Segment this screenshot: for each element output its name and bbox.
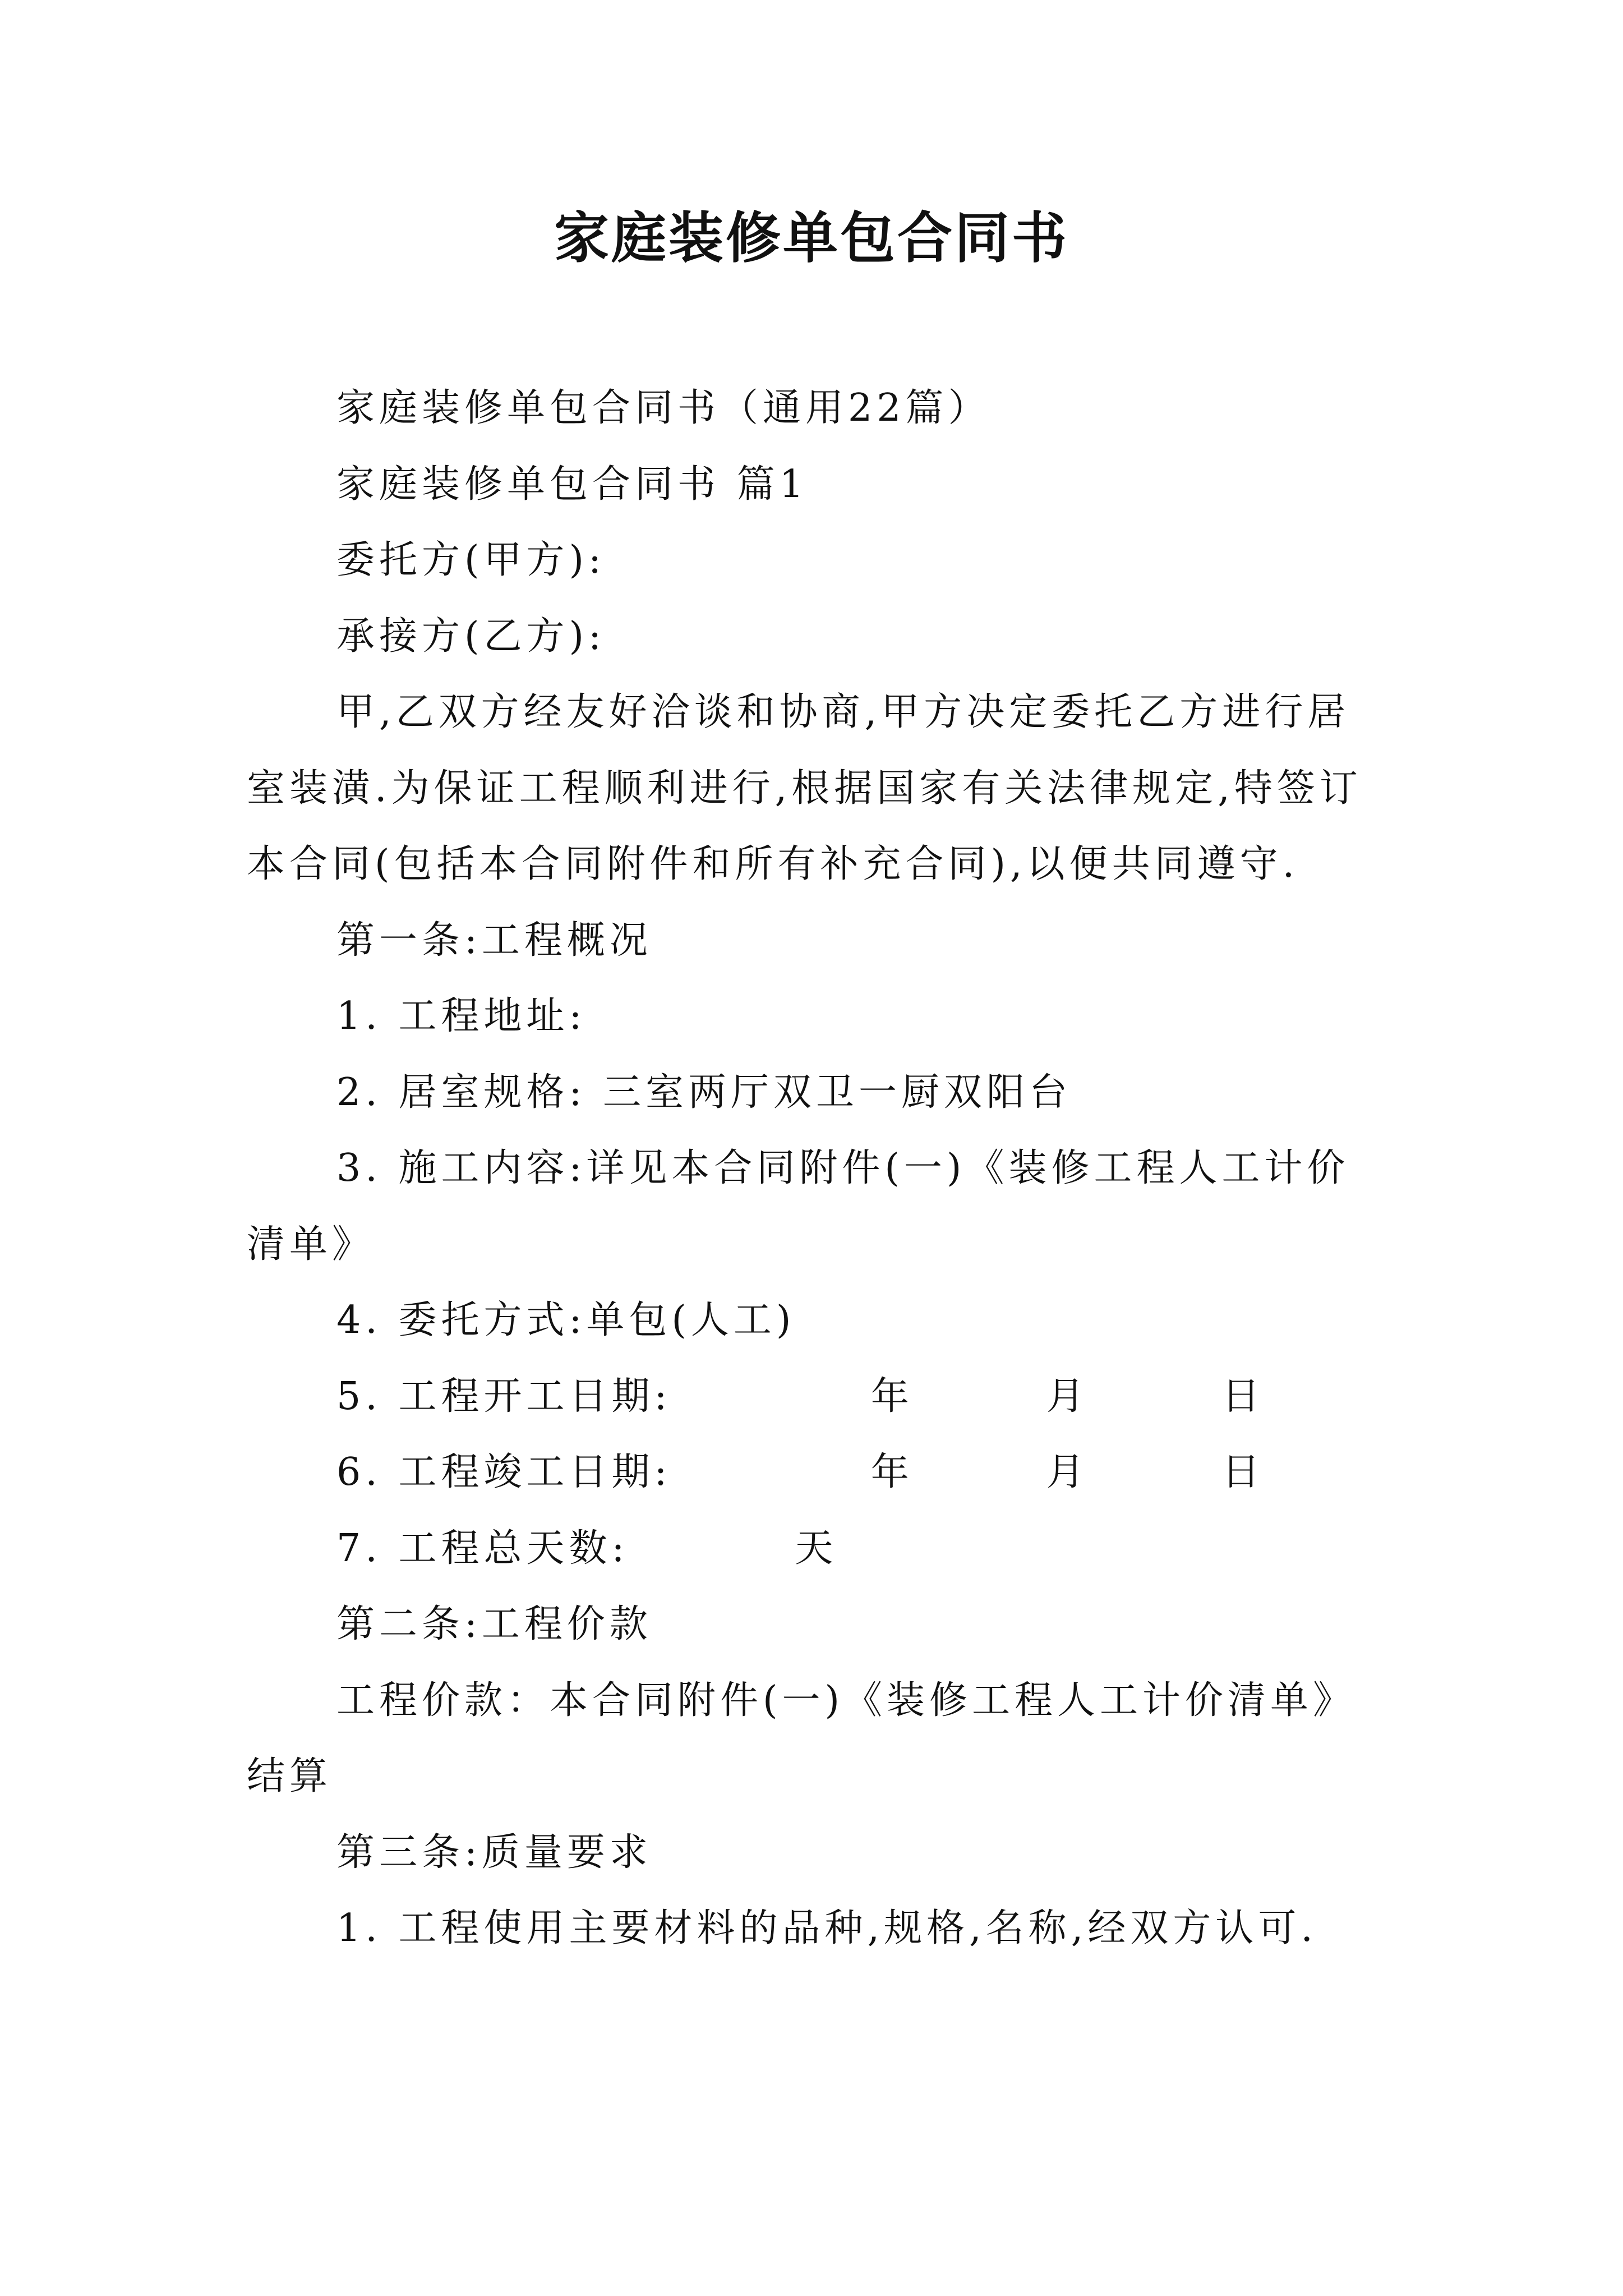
- list-item-address: 1. 工程地址:: [336, 994, 587, 1038]
- list-item-materials: 1. 工程使用主要材料的品种,规格,名称,经双方认可.: [336, 1906, 1317, 1950]
- paragraph-article-1: 第一条:工程概况: [336, 918, 652, 963]
- document-title: 家庭装修单包合同书: [554, 206, 1069, 270]
- list-item-end-date: 6. 工程竣工日期: 年 月 日: [336, 1450, 1265, 1494]
- list-item-start-date: 5. 工程开工日期: 年 月 日: [336, 1374, 1265, 1419]
- paragraph-preamble: 甲,乙双方经友好洽谈和协商,甲方决定委托乙方进行居室装潢.为保证工程顺利进行,根据国家有关法律规定,特签订本合同(包括本合同附件和所有补充合同),以便共同遵守.: [247, 690, 1362, 886]
- paragraph-subtitle: 家庭装修单包合同书（通用22篇）: [336, 386, 991, 430]
- document-body: [247, 370, 1385, 1967]
- list-item-method: 4. 委托方式:单包(人工): [336, 1298, 796, 1342]
- paragraph-section-heading: 家庭装修单包合同书 篇1: [336, 462, 808, 507]
- list-item-content: 3. 施工内容:详见本合同附件(一)《装修工程人工计价清单》: [247, 1146, 1350, 1267]
- paragraph-party-b: 承接方(乙方):: [336, 614, 606, 659]
- list-item-total-days: 7. 工程总天数: 天: [336, 1526, 838, 1571]
- list-item-spec: 2. 居室规格: 三室两厅双卫一厨双阳台: [336, 1070, 1072, 1115]
- paragraph-party-a: 委托方(甲方):: [336, 538, 606, 582]
- paragraph-article-3: 第三条:质量要求: [336, 1830, 652, 1875]
- paragraph-article-2: 第二条:工程价款: [336, 1602, 652, 1646]
- paragraph-price: 工程价款：本合同附件(一)《装修工程人工计价清单》结算: [247, 1678, 1356, 1798]
